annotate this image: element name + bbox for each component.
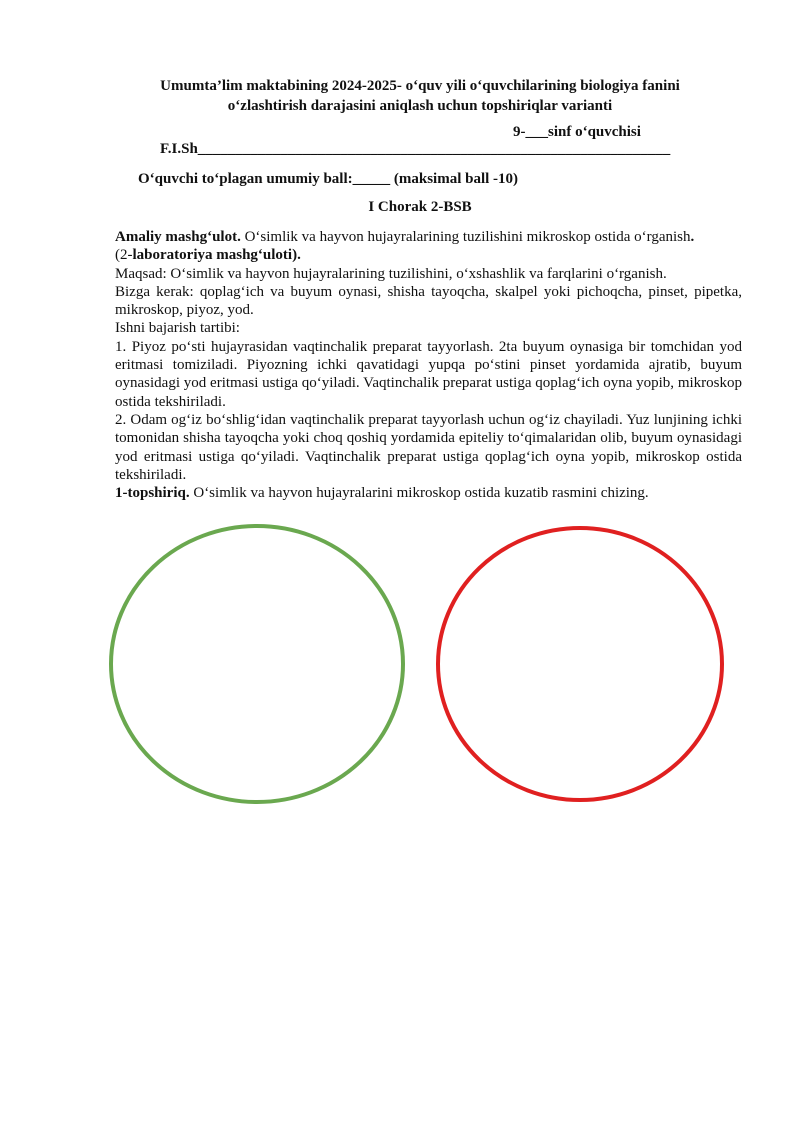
lab-number-bold: laboratoriya mashg‘uloti).: [132, 247, 301, 264]
goal-paragraph: Maqsad: O‘simlik va hayvon hujayralarining tuzilishini, o‘xshashlik va farqlarini o‘rganish.: [115, 265, 667, 282]
score-field: O‘quvchi to‘plagan umumiy ball:_____ (maksimal ball -10): [138, 171, 519, 187]
procedure-heading: Ishni bajarish tartibi:: [115, 320, 240, 337]
lab-title-text: O‘simlik va hayvon hujayralarining tuzilishini mikroskop ostida o‘rganish: [240, 229, 691, 245]
title-line-1: Umumta’lim maktabining 2024-2025- o‘quv yili o‘quvchilarining biologiya fanini: [160, 78, 680, 94]
title-line-2: o‘zlashtirish darajasini aniqlash uchun topshiriqlar varianti: [227, 98, 613, 114]
procedure-step-2: 2. Odam og‘iz bo‘shlig‘idan vaqtinchalik preparat tayyorlash uchun og‘iz chayiladi. Yuz lunjining ichki tomonidan shisha tayoqcha yoki choq qoshiq yordamida epiteliy to‘qimalaridan olib, buyum oynasidagi yod eritmasi ustiga qo‘yiladi. Vaqtinchalik preparat ustiga qoplag‘ich oyna yopib, mikroskop ostida tekshiriladi.: [115, 411, 742, 483]
class-field: 9-___sinf o‘quvchisi: [513, 124, 641, 140]
lab-title-bold: Amaliy mashg‘ulot.: [115, 229, 241, 245]
materials-paragraph: Bizga kerak: qoplag‘ich va buyum oynasi, shisha tayoqcha, skalpel yoki pichoqcha, pinset, pipetka, mikroskop, piyoz, yod.: [115, 283, 742, 319]
animal-cell-drawing-circle[interactable]: [438, 528, 722, 800]
quarter-heading: I Chorak 2-BSB: [368, 199, 472, 215]
student-name-field: F.I.Sh_______________________________________________________________: [160, 141, 671, 157]
lab-title-dot: .: [690, 229, 695, 245]
lab-number-open: (2-: [115, 247, 133, 264]
task-label: 1-topshiriq.: [115, 485, 190, 502]
task-text: O‘simlik va hayvon hujayralarini mikroskop ostida kuzatib rasmini chizing.: [189, 485, 649, 502]
plant-cell-drawing-circle[interactable]: [111, 526, 403, 802]
procedure-step-1: 1. Piyoz po‘sti hujayrasidan vaqtinchalik preparat tayyorlash. 2ta buyum oynasiga bir tomchidan yod eritmasi tomiziladi. Piyozning ichki qavatidagi yupqa po‘stini pinset yordamida ajratib, buyum oynasidagi yod eritmasi ustiga qo‘yiladi. Vaqtinchalik preparat ustiga qoplag‘ich oyna yopib, mikroskop ostida tekshiriladi.: [115, 338, 742, 410]
